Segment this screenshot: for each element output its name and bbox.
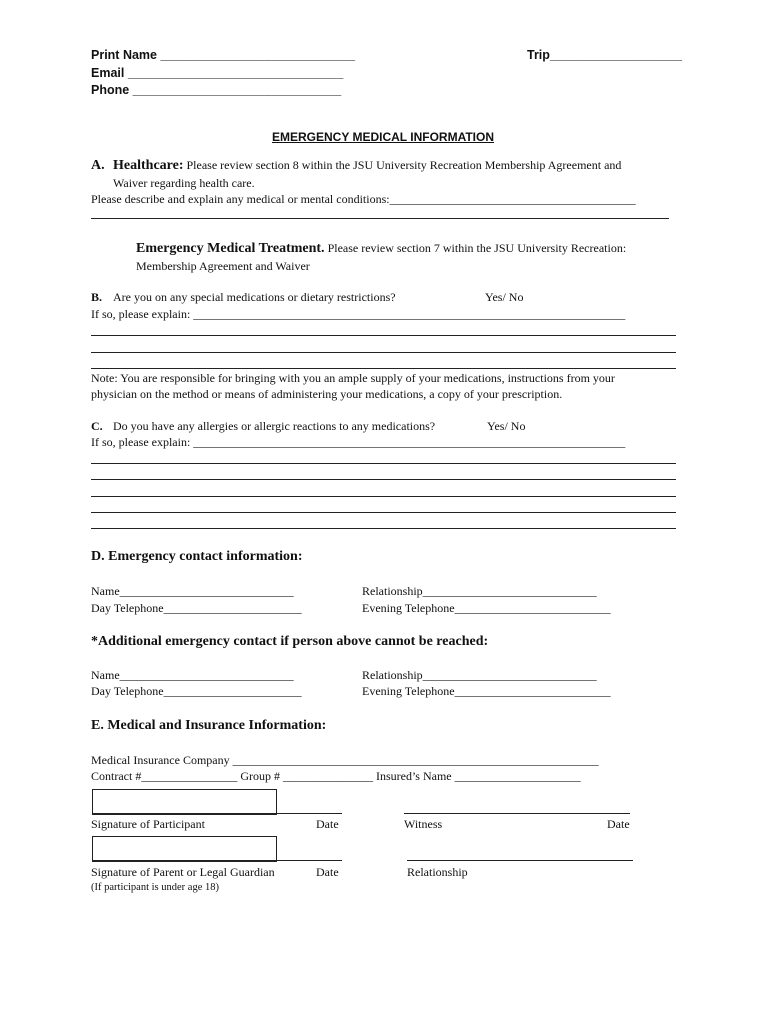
section-a-line1 — [113, 158, 621, 174]
section-c-line[interactable] — [91, 528, 676, 529]
section-e-heading: E. Medical and Insurance Information: — [91, 718, 327, 733]
guardian-relationship-label: Relationship — [407, 865, 468, 879]
phone-field[interactable]: Phone ______________________________ — [91, 83, 342, 97]
email-field[interactable]: Email _______________________________ — [91, 66, 344, 80]
contact2-evening-phone-field[interactable]: Evening Telephone__________________________ — [362, 684, 611, 698]
section-b-line[interactable] — [91, 368, 676, 369]
section-c-question: Do you have any allergies or allergic reactions to any medications? — [113, 419, 436, 433]
medication-note-line1: Note: You are responsible for bringing with you an ample supply of your medications, instructions from your — [91, 371, 615, 385]
section-c-line[interactable] — [91, 512, 676, 513]
additional-contact-heading: *Additional emergency contact if person above cannot be reached: — [91, 634, 489, 649]
section-a-text1: Please review section 8 within the JSU University Recreation Membership Agreement and — [183, 158, 622, 172]
participant-signature-line — [92, 813, 342, 814]
section-b-marker: B. — [91, 290, 103, 304]
conditions-line[interactable] — [91, 218, 669, 219]
contact-evening-phone-field[interactable]: Evening Telephone__________________________ — [362, 601, 611, 615]
section-a-marker: A. — [91, 158, 105, 173]
section-a-heading: Healthcare: — [113, 158, 184, 173]
section-b-yes-no[interactable]: Yes/ No — [485, 290, 524, 304]
conditions-field[interactable]: Please describe and explain any medical or mental conditions:_________________________________________ — [91, 192, 636, 206]
page-title: EMERGENCY MEDICAL INFORMATION — [272, 130, 495, 144]
contact2-relationship-field[interactable]: Relationship_____________________________ — [362, 668, 597, 682]
section-c-yes-no[interactable]: Yes/ No — [487, 419, 526, 433]
contact2-name-field[interactable]: Name_____________________________ — [91, 668, 294, 682]
medication-note-line2: physician on the method or means of administering your medications, a copy of your prescription. — [91, 387, 563, 401]
section-a-text2: Waiver regarding health care. — [113, 176, 255, 190]
section-c-line[interactable] — [91, 496, 676, 497]
treatment-text1: Please review section 7 within the JSU University Recreation: — [324, 241, 627, 255]
treatment-text2: Membership Agreement and Waiver — [136, 259, 310, 273]
section-b-line[interactable] — [91, 352, 676, 353]
treatment-line1 — [136, 241, 626, 257]
guardian-signature-label: Signature of Parent or Legal Guardian — [91, 865, 275, 879]
guardian-date-label: Date — [316, 865, 339, 879]
section-d-heading: D. Emergency contact information: — [91, 549, 303, 564]
section-c-explain-field[interactable]: If so, please explain: ________________________________________________________________________ — [91, 435, 626, 449]
print-name-field[interactable]: Print Name ____________________________ — [91, 48, 356, 62]
witness-label: Witness — [404, 817, 443, 831]
participant-date-label: Date — [316, 817, 339, 831]
under-age-note: (If participant is under age 18) — [91, 882, 219, 893]
treatment-heading: Emergency Medical Treatment. — [136, 241, 325, 256]
guardian-signature-line — [92, 860, 342, 861]
section-c-line[interactable] — [91, 463, 676, 464]
section-b-question: Are you on any special medications or dietary restrictions? — [113, 290, 396, 304]
participant-signature-box[interactable] — [92, 789, 277, 815]
participant-signature-label: Signature of Participant — [91, 817, 205, 831]
guardian-relationship-line[interactable] — [407, 860, 633, 861]
section-b-explain-field[interactable]: If so, please explain: ________________________________________________________________________ — [91, 307, 626, 321]
contact-day-phone-field[interactable]: Day Telephone_______________________ — [91, 601, 302, 615]
section-b-line[interactable] — [91, 335, 676, 336]
contact2-day-phone-field[interactable]: Day Telephone_______________________ — [91, 684, 302, 698]
section-c-line[interactable] — [91, 479, 676, 480]
contact-name-field[interactable]: Name_____________________________ — [91, 584, 294, 598]
witness-date-label: Date — [607, 817, 630, 831]
section-c-marker: C. — [91, 419, 103, 433]
contact-relationship-field[interactable]: Relationship_____________________________ — [362, 584, 597, 598]
guardian-signature-box[interactable] — [92, 836, 277, 862]
contract-group-insured-field[interactable]: Contract #________________ Group # _______________ Insured’s Name _____________________ — [91, 769, 581, 783]
trip-field[interactable]: Trip___________________ — [527, 48, 683, 62]
insurance-company-field[interactable]: Medical Insurance Company _____________________________________________________________ — [91, 753, 599, 767]
witness-signature-line[interactable] — [404, 813, 630, 814]
